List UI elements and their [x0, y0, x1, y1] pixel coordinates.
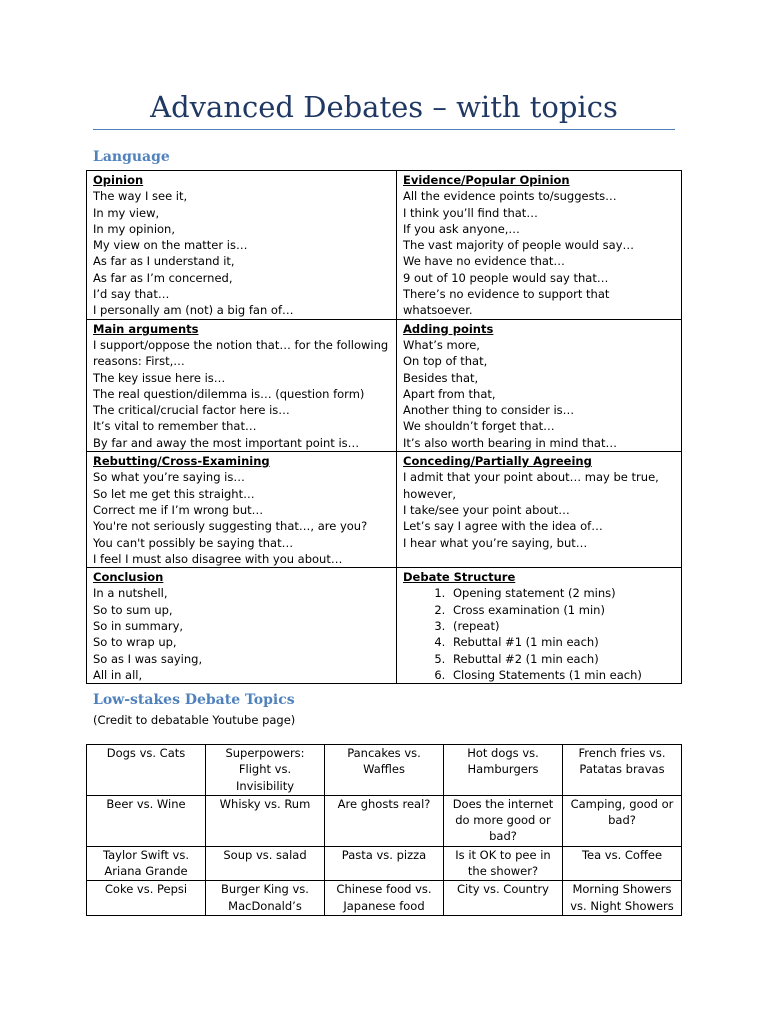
credit-note: (Credit to debatable Youtube page)	[93, 713, 296, 727]
topic-cell: Pasta vs. pizza	[325, 846, 444, 881]
phrase-line: I take/see your point about…	[403, 502, 570, 517]
topic-cell: Hot dogs vs. Hamburgers	[444, 745, 563, 796]
phrase-line: I think you’ll find that…	[403, 205, 538, 220]
phrase-line: What’s more,	[403, 337, 480, 352]
phrase-line: On top of that,	[403, 354, 488, 369]
phrase-line: As far as I’m concerned,	[93, 270, 233, 285]
phrase-line: The critical/crucial factor here is…	[93, 403, 290, 418]
phrase-line: By far and away the most important point is…	[93, 435, 360, 450]
phrase-line: Correct me if I’m wrong but…	[93, 502, 264, 517]
structure-step: 3. (repeat)	[449, 618, 675, 634]
phrase-line: So in summary,	[93, 619, 184, 634]
topics-table	[86, 744, 682, 916]
language-cell	[397, 568, 682, 684]
topic-cell: Soup vs. salad	[206, 846, 325, 881]
language-row	[87, 568, 682, 684]
topic-cell: Is it OK to pee in the shower?	[444, 846, 563, 881]
phrase-line: All the evidence points to/suggests…	[403, 189, 617, 204]
topic-cell: Coke vs. Pepsi	[87, 881, 206, 916]
language-cell	[87, 452, 397, 568]
language-heading: Language	[93, 149, 170, 165]
phrase-line: There’s no evidence to support that whatsoever.	[403, 287, 610, 318]
topic-cell: Camping, good or bad?	[563, 795, 682, 846]
phrase-line: So to wrap up,	[93, 635, 177, 650]
topic-cell: City vs. Country	[444, 881, 563, 916]
phrase-line: I personally am (not) a big fan of…	[93, 303, 294, 318]
topic-cell: Superpowers: Flight vs. Invisibility	[206, 745, 325, 796]
phrase-line: It’s also worth bearing in mind that…	[403, 435, 617, 450]
phrase-line: I admit that your point about… may be true, however,	[403, 470, 659, 501]
topics-row	[87, 795, 682, 846]
structure-step: 2. Cross examination (1 min)	[449, 602, 675, 618]
phrase-line: All in all,	[93, 667, 143, 682]
phrase-line: As far as I understand it,	[93, 254, 235, 269]
language-table	[86, 170, 682, 684]
topics-row	[87, 846, 682, 881]
language-row	[87, 171, 682, 320]
language-cell	[87, 171, 397, 320]
phrase-line: So to sum up,	[93, 602, 173, 617]
topic-cell: Taylor Swift vs. Ariana Grande	[87, 846, 206, 881]
structure-step: 6. Closing Statements (1 min each)	[449, 667, 675, 683]
language-cell	[397, 452, 682, 568]
debate-structure-list	[403, 585, 675, 683]
phrase-line: Besides that,	[403, 370, 479, 385]
phrase-line: Apart from that,	[403, 386, 496, 401]
phrase-line: So what you’re saying is…	[93, 470, 245, 485]
structure-step: 4. Rebuttal #1 (1 min each)	[449, 634, 675, 650]
topic-cell: Chinese food vs. Japanese food	[325, 881, 444, 916]
language-cell	[87, 319, 397, 451]
topics-row	[87, 745, 682, 796]
topic-cell: Tea vs. Coffee	[563, 846, 682, 881]
phrase-line: The vast majority of people would say…	[403, 238, 635, 253]
topic-cell: Does the internet do more good or bad?	[444, 795, 563, 846]
language-cell	[397, 319, 682, 451]
phrase-line: In my view,	[93, 205, 160, 220]
topic-cell: Are ghosts real?	[325, 795, 444, 846]
structure-step: 5. Rebuttal #2 (1 min each)	[449, 651, 675, 667]
phrase-line: So as I was saying,	[93, 651, 203, 666]
phrase-line: My view on the matter is…	[93, 238, 248, 253]
language-row	[87, 452, 682, 568]
phrase-line: The way I see it,	[93, 189, 188, 204]
cell-title: Adding points	[403, 321, 494, 336]
topic-cell: Burger King vs. MacDonald’s	[206, 881, 325, 916]
topic-cell: Morning Showers vs. Night Showers	[563, 881, 682, 916]
title-underline	[93, 129, 675, 130]
language-row	[87, 319, 682, 451]
language-cell	[397, 171, 682, 320]
language-cell	[87, 568, 397, 684]
phrase-line: 9 out of 10 people would say that…	[403, 270, 609, 285]
structure-step: 1. Opening statement (2 mins)	[449, 585, 675, 601]
phrase-line: We shouldn’t forget that…	[403, 419, 555, 434]
phrase-line: I’d say that…	[93, 287, 170, 302]
topics-row	[87, 881, 682, 916]
phrase-line: I support/oppose the notion that… for the following reasons: First,…	[93, 337, 389, 369]
phrase-line: You're not seriously suggesting that…, are you?	[93, 519, 368, 534]
cell-title: Debate Structure	[403, 570, 516, 585]
phrase-line: In a nutshell,	[93, 586, 168, 601]
phrase-line: It’s vital to remember that…	[93, 419, 257, 434]
page-title: Advanced Debates – with topics	[150, 90, 618, 124]
topic-cell: Dogs vs. Cats	[87, 745, 206, 796]
topics-heading: Low-stakes Debate Topics	[93, 692, 295, 708]
phrase-line: We have no evidence that…	[403, 254, 565, 269]
topic-cell: Pancakes vs. Waffles	[325, 745, 444, 796]
phrase-line: If you ask anyone,…	[403, 221, 520, 236]
phrase-line: You can't possibly be saying that…	[93, 535, 294, 550]
topic-cell: French fries vs. Patatas bravas	[563, 745, 682, 796]
cell-title: Conclusion	[93, 570, 164, 585]
phrase-line: So let me get this straight…	[93, 486, 255, 501]
phrase-line: Let’s say I agree with the idea of…	[403, 519, 603, 534]
phrase-line: The key issue here is…	[93, 370, 226, 385]
cell-title: Opinion	[93, 173, 144, 187]
phrase-line: I feel I must also disagree with you about…	[93, 551, 343, 566]
phrase-line: In my opinion,	[93, 221, 175, 236]
cell-title: Rebutting/Cross-Examining	[93, 454, 270, 469]
cell-title: Evidence/Popular Opinion	[403, 173, 570, 187]
phrase-line: The real question/dilemma is… (question form)	[93, 386, 365, 401]
topic-cell: Whisky vs. Rum	[206, 795, 325, 846]
phrase-line: Another thing to consider is…	[403, 403, 575, 418]
topic-cell: Beer vs. Wine	[87, 795, 206, 846]
cell-title: Main arguments	[93, 321, 199, 336]
cell-title: Conceding/Partially Agreeing	[403, 454, 592, 469]
phrase-line: I hear what you’re saying, but…	[403, 535, 588, 550]
